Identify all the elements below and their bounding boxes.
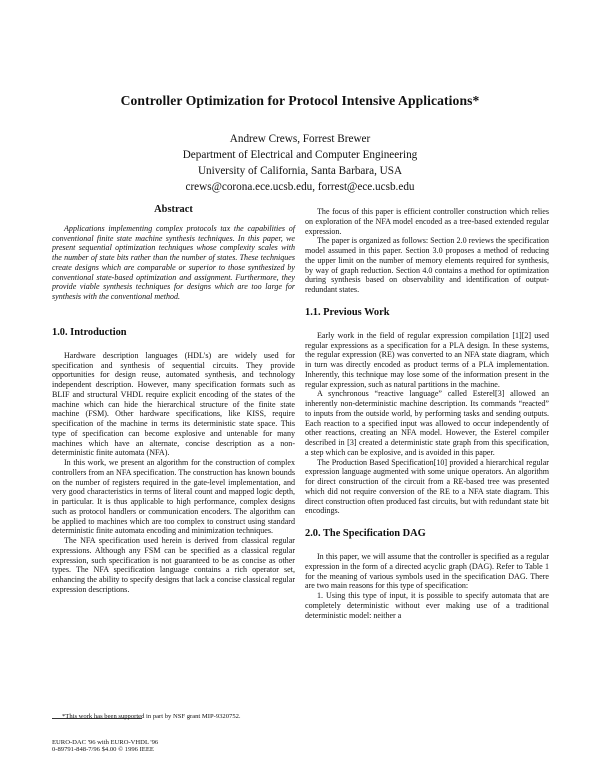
previous-work-paragraph: The Production Based Specification[10] provided a hierarchical regular expression language augmented with some unique operators. An algorithm for direct construction of the circuit from a RE-based tree was presented which did not require conversion of the RE to a NFA state diagram. This direct construction often produced fast circuits, but with redundant state bit encodings. [305, 457, 549, 516]
author-department: Department of Electrical and Computer Engineering [182, 149, 418, 162]
spec-dag-paragraph: 1. Using this type of input, it is possible to specify automata that are completely deterministic without ever making use of a traditional deterministic model: neither a [305, 591, 549, 620]
copyright-line: 0-89791-848-7/96 $4.00 © 1996 IEEE [52, 746, 154, 754]
conference-line: EURO-DAC '96 with EURO-VHDL '96 [52, 739, 159, 746]
previous-work-paragraph: Early work in the field of regular expression compilation [1][2] used regular expressions as a specification for a PLA design. In these systems, the regular expression (RE) was converted to an NFA state diagram, which in turn was directly encoded as product terms of a PLA implementation. Inherently, this technique may lose some of the information present in the regular expression, such as natural partitions in the machine. [305, 330, 549, 389]
section-heading-introduction: 1.0. Introduction [52, 326, 127, 338]
author-block [0, 131, 600, 195]
body-paragraph: The focus of this paper is efficient controller construction which relies on exploration of the NFA model encoded as a tree-based extended regular expression. [305, 207, 549, 236]
right-column [305, 207, 549, 620]
body-paragraph: The paper is organized as follows: Section 2.0 reviews the specification model assumed in this paper. Section 3.0 proposes a method of reducing the upper limit on the number of memory elements required for synthesis, by way of graph reduction. Section 4.0 contains a method for optimization during synthesis based on observability and identification of output-redundant states. [305, 236, 549, 294]
conference-info [52, 739, 295, 754]
section-heading-previous-work: 1.1. Previous Work [305, 306, 390, 318]
paper-title: Controller Optimization for Protocol Intensive Applications* [120, 93, 480, 108]
abstract-text: Applications implementing complex protocols tax the capabilities of conventional finite state machine synthesis techniques. In this paper, we present sequential optimization techniques whose complexity scales with the number of state bits rather than the number of states. These techniques create designs which are comparable or superior to those synthesized by conventional state-based optimization and assignment. Furthermore, they provide viable synthesis techniques for designs which are too large for synthesis with the conventional method. [52, 223, 295, 301]
author-emails: crews@corona.ece.ucsb.edu, forrest@ece.ucsb.edu [185, 181, 415, 194]
intro-paragraph: In this work, we present an algorithm for the construction of complex controllers from an NFA specification. The construction has known bounds on the number of registers required in the gate-level implementation, and very good characteristics in terms of literal count and mapped logic depth, in particular. It is thus applicable to high performance, complex designs such as protocol handlers or communication encoders. The algorithm can be applied to machines which are too complex to construct using standard deterministic finite automata encoding and minimization techniques. [52, 458, 295, 536]
abstract-heading: Abstract [154, 204, 193, 215]
section-heading-specification-dag: 2.0. The Specification DAG [305, 528, 426, 539]
previous-work-paragraph: A synchronous “reactive language” called Esterel[3] allowed an inherently non-deterministic machine description. Its commands “reacted” to inputs from the outside world, by performing tasks and sending outputs. Each reaction to a specified input was allowed to occur independently of other reactions, creating an NFA model. However, the Esterel compiler described in [3] created a deterministic state graph from this specification, a step which can be explosive, and is avoided in this paper. [305, 389, 549, 457]
footnote: *This work has been supported in part by NSF grant MIP-9320752. [62, 713, 241, 720]
left-column [52, 205, 295, 595]
author-names: Andrew Crews, Forrest Brewer [229, 133, 371, 145]
author-university: University of California, Santa Barbara, USA [197, 165, 403, 178]
intro-paragraph: The NFA specification used herein is derived from classical regular expressions. Although any FSM can be specified as a classical regular expression, such specification is not guaranteed to be as concise as other types. The NFA specification language contains a rich operator set, enhancing the ability to specify designs that lack a concise classical regular expression descriptions. [52, 536, 295, 594]
spec-dag-paragraph: In this paper, we will assume that the controller is specified as a regular expression in the form of a directed acyclic graph (DAG). Refer to Table 1 for the meaning of various symbols used in the specification DAG. There are two main reasons for this type of specification: [305, 552, 549, 591]
intro-paragraph: Hardware description languages (HDL's) are widely used for specification and synthesis of sequential circuits. They provide opportunities for design reuse, automated synthesis, and technology independent description. However, many specification formats such as BLIF and structural VHDL require explicit encoding of the states of the machine which can hide the hierarchical structure of the finite state machine (FSM). Other hardware specifications, like KISS, require specification of the machine in terms its deterministic state space. This type of specification can become explosive and untenable for many machines which have an alternate, concise description as a non-deterministic finite automata (NFA). [52, 350, 295, 458]
